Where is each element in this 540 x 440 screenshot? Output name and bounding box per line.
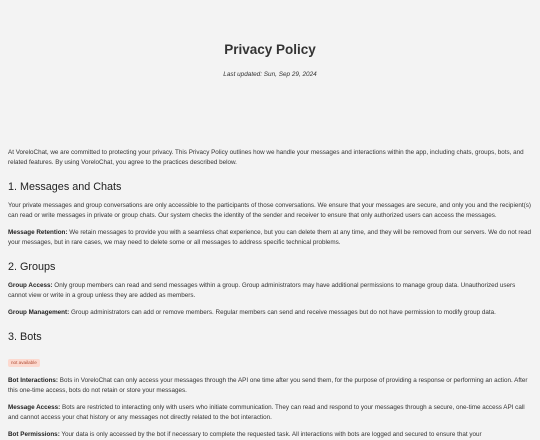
bot-permissions-text: Your data is only accessed by the bot if necessary to complete the requested task. All interactions with bots are logged and secured to ensure that your bbox=[59, 431, 482, 438]
messages-paragraph: Your private messages and group conversations are only accessible to the participants of those conversations. We ensure that your messages are secure, and only you and the recipient(s) can read or write messages in private or group chats. Our system checks the identity of the sender and receiver to ensure that only authorized users can access the messages. bbox=[8, 202, 531, 219]
message-access-label: Message Access: bbox=[8, 404, 61, 411]
group-access-label: Group Access: bbox=[8, 282, 53, 289]
bot-permissions-label: Bot Permissions: bbox=[8, 431, 60, 438]
message-retention-text: We retain messages to provide you with a seamless chat experience, but you can delete them at any time, and they will be removed from our servers. We do not read your messages, but in rare cases, we may need to delete some or all messages to address specific technical problems. bbox=[8, 229, 532, 246]
message-retention-paragraph bbox=[8, 228, 532, 248]
bot-interactions-label: Bot Interactions: bbox=[8, 377, 59, 384]
group-management-label: Group Management: bbox=[8, 309, 70, 316]
message-retention-label: Message Retention: bbox=[8, 229, 68, 236]
bot-permissions-paragraph bbox=[8, 430, 532, 440]
message-access-text: Bots are restricted to interacting only with users who initiate communication. They can read and respond to your messages through a secure, one-time access API call and cannot access your chat history or any messages not directly related to the bot interaction. bbox=[8, 404, 525, 421]
group-management-paragraph bbox=[8, 308, 532, 318]
last-updated-text: Last updated: Sun, Sep 29, 2024 bbox=[223, 71, 317, 78]
policy-content bbox=[0, 148, 540, 440]
not-available-badge: not available bbox=[8, 359, 40, 367]
section-heading-groups: 2. Groups bbox=[8, 261, 56, 273]
message-access-paragraph bbox=[8, 403, 532, 423]
group-access-text: Only group members can read and send messages within a group. Group administrators may have additional permissions to manage group data. Unauthorized users cannot view or write in a group unless they are added as members. bbox=[8, 282, 516, 299]
page-header bbox=[0, 0, 540, 121]
page-title: Privacy Policy bbox=[224, 42, 316, 57]
section-heading-messages: 1. Messages and Chats bbox=[8, 181, 122, 193]
intro-paragraph: At VoreloChat, we are committed to protecting your privacy. This Privacy Policy outlines how we handle your messages and interactions within the app, including chats, groups, bots, and related features. By using VoreloChat, you agree to the practices described below. bbox=[8, 149, 524, 166]
group-access-paragraph bbox=[8, 281, 532, 301]
group-management-text: Group administrators can add or remove members. Regular members can send and receive messages but do not have permission to modify group data. bbox=[69, 309, 496, 316]
bot-interactions-text: Bots in VoreloChat can only access your messages through the API one time after you send them, for the purpose of providing a response or performing an action. After this one-time access, bots do not retain or store your messages. bbox=[8, 377, 528, 394]
section-heading-bots: 3. Bots bbox=[8, 331, 42, 343]
bot-interactions-paragraph bbox=[8, 376, 532, 396]
